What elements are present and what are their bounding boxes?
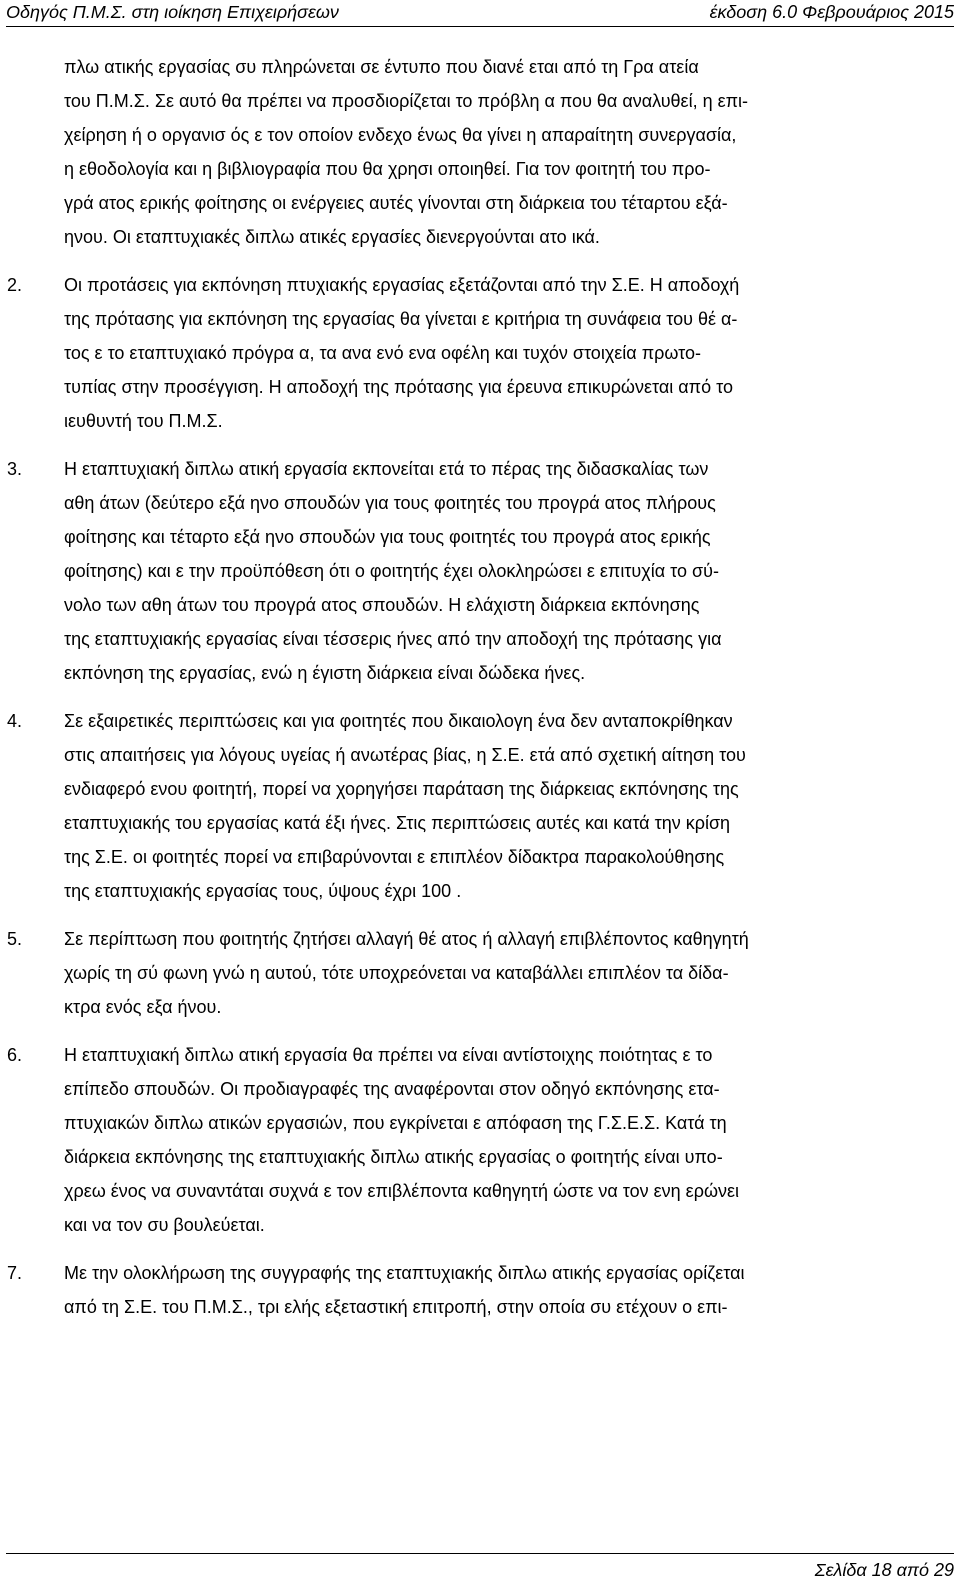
text-line: επίπεδο σπουδών. Οι προδιαγραφές της αναφέρονται στον οδηγό εκπόνησης ετα- bbox=[64, 1079, 720, 1099]
item-number: 2. bbox=[7, 275, 23, 295]
text-line: χρεω ένος να συναντάται συχνά ε τον επιβλέποντα καθηγητή ώστε να τον ενη ερώνει bbox=[64, 1181, 740, 1201]
text-line: της εταπτυχιακής εργασίας είναι τέσσερις ήνες από την αποδοχή της πρότασης για bbox=[64, 629, 722, 649]
page-footer bbox=[6, 1553, 954, 1584]
text-line: πτυχιακών διπλω ατικών εργασιών, που εγκρίνεται ε απόφαση της Γ.Σ.Ε.Σ. Κατά τη bbox=[64, 1113, 727, 1133]
text-line: ενδιαφερό ενου φοιτητή, πορεί να χορηγήσει παράταση της διάρκειας εκπόνησης της bbox=[64, 779, 739, 799]
document-body bbox=[7, 50, 950, 1338]
list-item-2 bbox=[7, 268, 950, 438]
text-line: νολο των αθη άτων του προγρά ατος σπουδών. Η ελάχιστη διάρκεια εκπόνησης bbox=[64, 595, 700, 615]
text-line: χείρηση ή ο οργανισ ός ε τον οποίον ενδεχο ένως θα γίνει η απαραίτητη συνεργασία, bbox=[64, 125, 737, 145]
list-item-5 bbox=[7, 922, 950, 1024]
text-line: από τη Σ.Ε. του Π.Μ.Σ., τρι ελής εξεταστική επιτροπή, στην οποία συ ετέχουν ο επι- bbox=[64, 1297, 728, 1317]
header-edition: έκδοση 6.0 Φεβρουάριος 2015 bbox=[709, 2, 954, 22]
text-line: πλω ατικής εργασίας συ πληρώνεται σε έντυπο που διανέ εται από τη Γρα ατεία bbox=[64, 57, 699, 77]
text-line: Σε περίπτωση που φοιτητής ζητήσει αλλαγή θέ ατος ή αλλαγή επιβλέποντος καθηγητή bbox=[64, 929, 749, 949]
text-line: και να τον συ βουλεύεται. bbox=[64, 1215, 265, 1235]
text-line: Σε εξαιρετικές περιπτώσεις και για φοιτητές που δικαιολογη ένα δεν ανταποκρίθηκαν bbox=[64, 711, 733, 731]
text-line: κτρα ενός εξα ήνου. bbox=[64, 997, 222, 1017]
text-line: τος ε το εταπτυχιακό πρόγρα α, τα ανα ενό ενα οφέλη και τυχόν στοιχεία πρωτο- bbox=[64, 343, 702, 363]
text-line: της εταπτυχιακής εργασίας τους, ύψους έχρι 100 . bbox=[64, 881, 462, 901]
text-line: τυπίας στην προσέγγιση. Η αποδοχή της πρότασης για έρευνα επικυρώνεται από το bbox=[64, 377, 733, 397]
list-item-7 bbox=[7, 1256, 950, 1324]
text-line: φοίτησης και τέταρτο εξά ηνο σπουδών για τους φοιτητές του προγρά ατος ερικής bbox=[64, 527, 711, 547]
text-line: στις απαιτήσεις για λόγους υγείας ή ανωτέρας βίας, η Σ.Ε. ετά από σχετική αίτηση του bbox=[64, 745, 746, 765]
item-number: 6. bbox=[7, 1045, 23, 1065]
item-number: 5. bbox=[7, 929, 23, 949]
text-line: ηνου. Οι εταπτυχιακές διπλω ατικές εργασίες διενεργούνται ατο ικά. bbox=[64, 227, 600, 247]
text-line: χωρίς τη σύ φωνη γνώ η αυτού, τότε υποχρεόνεται να καταβάλλει επιπλέον τα δίδα- bbox=[64, 963, 729, 983]
text-line: η εθοδολογία και η βιβλιογραφία που θα χρησι οποιηθεί. Για τον φοιτητή του προ- bbox=[64, 159, 711, 179]
item-number: 3. bbox=[7, 459, 23, 479]
text-line: γρά ατος ερικής φοίτησης οι ενέργειες αυτές γίνονται στη διάρκεια του τέταρτου εξά- bbox=[64, 193, 728, 213]
page-number: Σελίδα 18 από 29 bbox=[814, 1560, 954, 1580]
text-line: ιευθυντή του Π.Μ.Σ. bbox=[64, 411, 223, 431]
text-line: Η εταπτυχιακή διπλω ατική εργασία εκπονείται ετά το πέρας της διδασκαλίας των bbox=[64, 459, 709, 479]
list-item-4 bbox=[7, 704, 950, 908]
text-line: Η εταπτυχιακή διπλω ατική εργασία θα πρέπει να είναι αντίστοιχης ποιότητας ε το bbox=[64, 1045, 713, 1065]
text-line: εταπτυχιακής του εργασίας κατά έξι ήνες. Στις περιπτώσεις αυτές και κατά την κρίση bbox=[64, 813, 731, 833]
header-title: Οδηγός Π.Μ.Σ. στη ιοίκηση Επιχειρήσεων bbox=[6, 2, 339, 22]
item-number: 4. bbox=[7, 711, 23, 731]
text-line: αθη άτων (δεύτερο εξά ηνο σπουδών για τους φοιτητές του προγρά ατος πλήρους bbox=[64, 493, 716, 513]
text-line: φοίτησης) και ε την προϋπόθεση ότι ο φοιτητής έχει ολοκληρώσει ε επιτυχία το σύ- bbox=[64, 561, 719, 581]
text-line: εκπόνηση της εργασίας, ενώ η έγιστη διάρκεια είναι δώδεκα ήνες. bbox=[64, 663, 586, 683]
list-item-3 bbox=[7, 452, 950, 690]
text-line: της Σ.Ε. οι φοιτητές πορεί να επιβαρύνονται ε επιπλέον δίδακτρα παρακολούθησης bbox=[64, 847, 725, 867]
list-item-6 bbox=[7, 1038, 950, 1242]
text-line: του Π.Μ.Σ. Σε αυτό θα πρέπει να προσδιορίζεται το πρόβλη α που θα αναλυθεί, η επι- bbox=[64, 91, 749, 111]
item-number: 7. bbox=[7, 1263, 23, 1283]
intro-paragraph bbox=[64, 50, 950, 254]
page-header bbox=[6, 0, 954, 27]
text-line: διάρκεια εκπόνησης της εταπτυχιακής διπλω ατικής εργασίας ο φοιτητής είναι υπο- bbox=[64, 1147, 723, 1167]
text-line: Οι προτάσεις για εκπόνηση πτυχιακής εργασίας εξετάζονται από την Σ.Ε. Η αποδοχή bbox=[64, 275, 740, 295]
text-line: Με την ολοκλήρωση της συγγραφής της εταπτυχιακής διπλω ατικής εργασίας ορίζεται bbox=[64, 1263, 745, 1283]
text-line: της πρότασης για εκπόνηση της εργασίας θα γίνεται ε κριτήρια τη συνάφεια του θέ α- bbox=[64, 309, 738, 329]
